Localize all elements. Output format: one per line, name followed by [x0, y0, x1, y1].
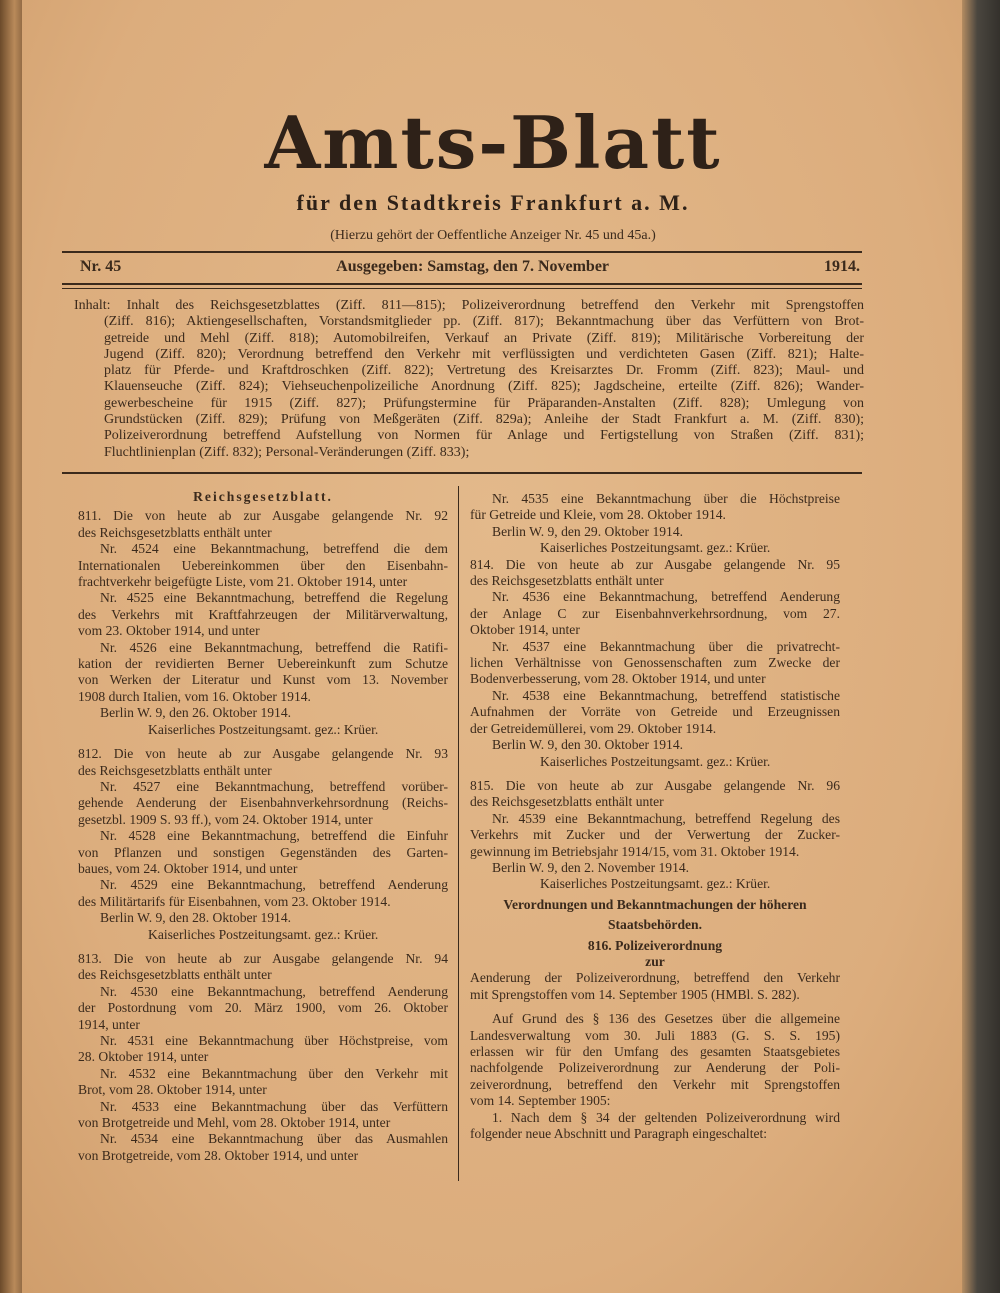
text-line: Berlin W. 9, den 28. Oktober 1914. [100, 910, 292, 926]
text-line: Nr. 4533 eine Bekanntmachung über das Verfüttern [100, 1098, 448, 1114]
table-of-contents [74, 298, 864, 461]
text-line: erlassen wir für den Umfang des gesamten Staatsgebietes [470, 1044, 840, 1059]
paragraph [78, 779, 448, 828]
masthead-title: Amts-Blatt [264, 100, 722, 185]
column-divider [458, 486, 459, 1181]
text-line: von Pflanzen und sonstigen Gegenständen des Garten- [78, 844, 448, 860]
text-line: von Werken der Literatur und Kunst vom 13. November [78, 672, 448, 688]
text-line: des Verkehrs mit Kraftfahrzeugen der Militärverwaltung, [78, 606, 448, 622]
contents-line: Fluchtlinienplan (Ziff. 832); Personal-Veränderungen (Ziff. 833); [104, 444, 470, 460]
text-line: Nr. 4536 eine Bekanntmachung, betreffend Aenderung [492, 589, 840, 605]
text-line: 1. Nach dem § 34 der geltenden Polizeiverordnung wird [492, 1109, 840, 1125]
issue-line [80, 258, 860, 276]
text-line: Berlin W. 9, den 30. Oktober 1914. [492, 737, 684, 753]
signature [78, 927, 448, 943]
text-line: Verordnungen und Bekanntmachungen der höheren [503, 896, 807, 912]
text-line: Berlin W. 9, den 2. November 1914. [492, 859, 690, 875]
paragraph [78, 877, 448, 910]
text-line: nachfolgende Polizeiverordnung zur Aenderung der Poli- [470, 1060, 840, 1076]
paragraph [470, 860, 840, 876]
paragraph [470, 970, 840, 1003]
paragraph [470, 557, 840, 590]
text-line: des Reichsgesetzblatts enthält unter [78, 762, 272, 778]
text-line: 813. Die von heute ab zur Ausgabe gelangende Nr. 94 [78, 950, 448, 966]
text-line: der Postordnung vom 20. März 1900, vom 26. Oktober [78, 1000, 448, 1016]
book-cover-edge [962, 0, 1000, 1293]
text-line: Nr. 4525 eine Bekanntmachung, betreffend die Regelung [100, 590, 448, 606]
divider [62, 251, 862, 253]
text-line: Auf Grund des § 136 des Gesetzes über die allgemeine [492, 1011, 840, 1027]
text-line: Nr. 4532 eine Bekanntmachung über den Verkehr mit [100, 1065, 448, 1081]
paragraph [78, 705, 448, 721]
book-binding-edge [0, 0, 24, 1293]
text-line: von Brotgetreide, vom 28. Oktober 1914, und unter [78, 1147, 359, 1163]
paragraph [78, 951, 448, 984]
text-line: baues, vom 24. Oktober 1914, und unter [78, 860, 298, 876]
text-line: Nr. 4531 eine Bekanntmachung über Höchstpreise, vom [100, 1033, 448, 1048]
text-line: Oktober 1914, unter [470, 622, 580, 638]
text-line: Nr. 4528 eine Bekanntmachung, betreffend die Einfuhr [100, 828, 448, 844]
text-line: Kaiserliches Postzeitungsamt. gez.: Krüer. [148, 721, 379, 737]
text-line: 811. Die von heute ab zur Ausgabe gelangende Nr. 92 [78, 508, 448, 524]
paragraph [78, 984, 448, 1033]
text-line: von Brotgetreide und Mehl, vom 28. Oktober 1914, unter [78, 1115, 391, 1131]
paragraph [470, 737, 840, 753]
text-line: 1914, unter [78, 1016, 140, 1032]
text-line: Kaiserliches Postzeitungsamt. gez.: Krüer. [540, 876, 771, 892]
text-line: Nr. 4530 eine Bekanntmachung, betreffend Aenderung [100, 983, 448, 999]
divider [62, 472, 862, 474]
text-line: Kaiserliches Postzeitungsamt. gez.: Krüer. [540, 540, 771, 556]
text-line: Aenderung der Polizeiverordnung, betreffend den Verkehr [470, 970, 840, 986]
text-line: Bodenverbesserung, vom 28. Oktober 1914, und unter [470, 671, 766, 687]
text-line: gesetzbl. 1909 S. 93 ff.), vom 24. Oktober 1914, unter [78, 811, 373, 827]
document-page [22, 0, 964, 1293]
text-line: 28. Oktober 1914, unter [78, 1049, 209, 1065]
paragraph [78, 541, 448, 590]
section-heading: Reichsgesetzblatt. [193, 489, 333, 504]
text-line: Kaiserliches Postzeitungsamt. gez.: Krüer. [148, 926, 379, 942]
text-line: 812. Die von heute ab zur Ausgabe gelangende Nr. 93 [78, 746, 448, 762]
text-line: Nr. 4538 eine Bekanntmachung, betreffend statistische [492, 687, 840, 703]
contents-line: gewerbescheine für 1915 (Ziff. 827); Prüfungstermine für Präparanden-Anstalten (Ziff. 828); Umlegung von [104, 395, 864, 411]
signature [470, 754, 840, 770]
text-line: des Militärtarifs für Eisenbahnen, vom 23. Oktober 1914. [78, 893, 391, 909]
contents-line: Grundstücken (Ziff. 829); Prüfung von Meßgeräten (Ziff. 829a); Anleihe der Stadt Frankfurt a. M. (Ziff. 830); [104, 412, 864, 428]
text-line: kation der revidierten Berner Uebereinkunft zum Schutze [78, 656, 448, 672]
text-line: für Getreide und Kleie, vom 28. Oktober 1914. [470, 507, 726, 523]
paragraph [470, 811, 840, 860]
spacer [78, 943, 448, 951]
paragraph [78, 1033, 448, 1066]
text-line: Verkehrs mit Zucker und der Verwertung der Zucker- [470, 827, 840, 843]
paragraph [78, 1131, 448, 1164]
text-line: Nr. 4526 eine Bekanntmachung, betreffend die Ratifi- [100, 639, 448, 655]
paragraph [470, 589, 840, 638]
text-line: gewinnung im Betriebsjahr 1914/15, vom 31. Oktober 1914. [470, 843, 800, 859]
issue-year: 1914. [824, 258, 860, 275]
paragraph [78, 590, 448, 639]
signature [470, 540, 840, 556]
contents-line: platz für Pferde- und Kraftdroschken (Ziff. 822); Vertretung des Kreisarztes Dr. Fromm (Ziff. 823); Maul- und [104, 363, 864, 379]
paragraph [470, 524, 840, 540]
text-line: 816. Polizeiverordnung [587, 937, 723, 953]
text-line: gehende Aenderung der Eisenbahnverkehrsordnung (Reichs- [78, 795, 448, 811]
text-line: Nr. 4539 eine Bekanntmachung, betreffend Regelung des [492, 810, 840, 826]
masthead-subtitle: für den Stadtkreis Frankfurt a. M. [296, 190, 690, 215]
issue-number: Nr. 45 [80, 258, 122, 275]
spacer [470, 1003, 840, 1011]
text-line: der Getreidemüllerei, vom 29. Oktober 1914. [470, 720, 717, 736]
spacer [78, 738, 448, 746]
text-line: des Reichsgesetzblatts enthält unter [78, 524, 272, 540]
text-line: Brot, vom 28. Oktober 1914, unter [78, 1082, 267, 1098]
section-heading [470, 897, 840, 934]
text-line: des Reichsgesetzblatts enthält unter [78, 967, 272, 983]
text-line: Nr. 4537 eine Bekanntmachung über die privatrecht- [492, 638, 840, 654]
paragraph [470, 938, 840, 971]
paragraph [470, 688, 840, 737]
text-line: des Reichsgesetzblatts enthält unter [470, 794, 664, 810]
contents-line: Jugend (Ziff. 820); Verordnung betreffend den Verkehr mit verflüssigten und verdichteten Gasen (Ziff. 821); Halte- [104, 346, 864, 362]
text-line: Berlin W. 9, den 29. Oktober 1914. [492, 523, 684, 539]
text-line: Kaiserliches Postzeitungsamt. gez.: Krüer. [540, 753, 771, 769]
text-line: 815. Die von heute ab zur Ausgabe gelangende Nr. 96 [470, 777, 840, 793]
paragraph [470, 1110, 840, 1143]
text-line: Nr. 4534 eine Bekanntmachung über das Ausmahlen [100, 1131, 448, 1147]
text-line: Internationalen Uebereinkommen über den Eisenbahn- [78, 557, 448, 573]
left-column [78, 487, 448, 1164]
text-line: Staatsbehörden. [607, 917, 703, 933]
issue-date: Ausgegeben: Samstag, den 7. November [336, 258, 610, 275]
text-line: Nr. 4535 eine Bekanntmachung über die Höchstpreise [492, 491, 840, 506]
contents-line: Inhalt: Inhalt des Reichsgesetzblattes (Ziff. 811—815); Polizeiverordnung betreffend den Verkehr mit Sprengstoffen [74, 298, 864, 313]
paragraph [78, 1066, 448, 1099]
text-line: Berlin W. 9, den 26. Oktober 1914. [100, 705, 292, 721]
paragraph [78, 640, 448, 706]
contents-line: Klauenseuche (Ziff. 824); Viehseuchenpolizeiliche Anordnung (Ziff. 825); Jagdscheine, erteilte (Ziff. 826); Wander- [104, 379, 864, 395]
text-line: der Anlage C zur Eisenbahnverkehrsordnung, vom 27. [470, 605, 840, 621]
divider [62, 288, 862, 289]
signature [78, 722, 448, 738]
paragraph [470, 1011, 840, 1109]
text-line: folgender neue Abschnitt und Paragraph eingeschaltet: [470, 1126, 768, 1142]
text-line: mit Sprengstoffen vom 14. September 1905 (HMBl. S. 282). [470, 986, 800, 1002]
text-line: zur [645, 953, 665, 969]
right-column [470, 491, 840, 1142]
text-line: 1908 durch Italien, vom 16. Oktober 1914. [78, 688, 311, 704]
paragraph [470, 778, 840, 811]
text-line: Nr. 4529 eine Bekanntmachung, betreffend Aenderung [100, 877, 448, 893]
text-line: vom 23. Oktober 1914, und unter [78, 623, 260, 639]
divider [62, 283, 862, 285]
text-line: zeiverordnung, betreffend den Verkehr mit Sprengstoffen [470, 1076, 840, 1092]
paragraph [78, 746, 448, 779]
text-line: Landesverwaltung vom 30. Juli 1883 (G. S. S. 195) [470, 1027, 840, 1043]
text-line: Aufnahmen der Vorräte von Getreide und Erzeugnissen [470, 704, 840, 720]
paragraph [78, 508, 448, 541]
text-line: des Reichsgesetzblatts enthält unter [470, 573, 664, 589]
text-line: 814. Die von heute ab zur Ausgabe gelangende Nr. 95 [470, 556, 840, 572]
contents-line: Polizeiverordnung betreffend Aufstellung von Normen für Anlage und Fertigstellung von Straßen (Ziff. 831); [104, 428, 864, 444]
text-line: Nr. 4527 eine Bekanntmachung, betreffend vorüber- [100, 778, 448, 794]
paragraph [78, 910, 448, 926]
contents-line: (Ziff. 816); Aktiengesellschaften, Vorstandsmitglieder pp. (Ziff. 817); Bekanntmachung über das Verfüttern von Brot- [104, 314, 864, 330]
text-line: frachtverkehr beigefügte Liste, vom 21. Oktober 1914, unter [78, 574, 408, 590]
paragraph [78, 828, 448, 877]
text-line: lichen Verhältnisse von Genossenschaften zum Zwecke der [470, 655, 840, 671]
text-line: vom 14. September 1905: [470, 1093, 611, 1109]
spacer [470, 770, 840, 778]
contents-line: getreide und Mehl (Ziff. 818); Automobilreifen, Verkauf an Private (Ziff. 819); Militärische Vorbereitung der [104, 330, 864, 346]
paragraph [78, 1099, 448, 1132]
supplement-note: (Hierzu gehört der Oeffentliche Anzeiger Nr. 45 und 45a.) [330, 228, 656, 243]
text-line: Nr. 4524 eine Bekanntmachung, betreffend die dem [100, 541, 448, 557]
signature [470, 876, 840, 892]
paragraph [470, 639, 840, 688]
paragraph [470, 491, 840, 524]
